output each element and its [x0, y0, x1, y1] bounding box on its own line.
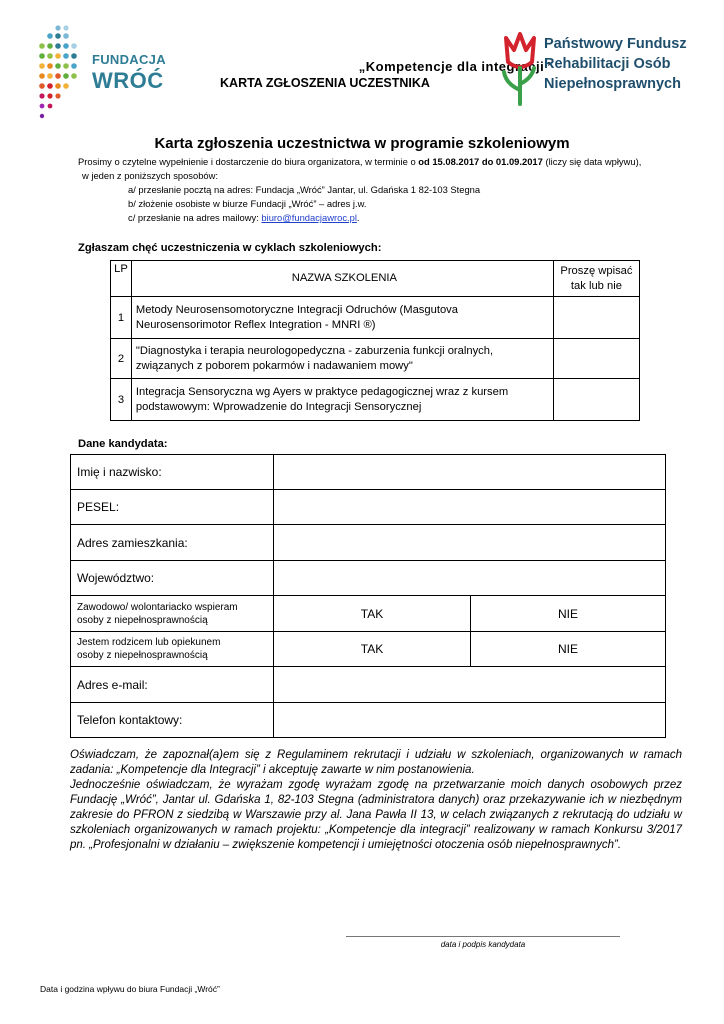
table-row: 3 Integracja Sensoryczna wg Ayers w praktyce pedagogicznej wraz z kursem podstawowym: Wprowadzenie do Integracji Sensorycznej [111, 379, 640, 421]
voivodeship-label: Województwo: [71, 561, 274, 596]
table-row [71, 667, 666, 703]
table-row [71, 703, 666, 738]
fundacja-wroc-logo [38, 24, 178, 124]
col-answer-header: Proszę wpisać tak lub nie [553, 261, 639, 297]
table-row [71, 525, 666, 561]
candidate-section-label: Dane kandydata: [78, 438, 168, 450]
declaration [70, 748, 682, 853]
trainings-table [110, 260, 640, 421]
candidate-table [70, 454, 666, 738]
dots-logo-icon [38, 24, 84, 124]
trainings-section-label: Zgłaszam chęć uczestniczenia w cyklach szkoleniowych: [78, 242, 382, 254]
signature-caption: data i podpis kandydata [440, 940, 526, 949]
col-lp-header: LP [111, 261, 132, 297]
email-link[interactable]: biuro@fundacjawroc.pl [261, 212, 357, 223]
form-title: KARTA ZGŁOSZENIA UCZESTNIKA [220, 76, 430, 90]
answer-field-3[interactable] [553, 379, 639, 421]
table-row: 1 Metody Neurosensomotoryczne Integracji Odruchów (Masgutova Neurosensorimotor Reflex Integration - MNRI ®) [111, 297, 640, 339]
address-field[interactable] [274, 525, 666, 561]
name-label: Imię i nazwisko: [71, 455, 274, 490]
table-row [71, 490, 666, 525]
table-row [71, 561, 666, 596]
phone-field[interactable] [274, 703, 666, 738]
page-title: Karta zgłoszenia uczestnictwa w programie szkoleniowym [154, 135, 570, 152]
phone-label: Telefon kontaktowy: [71, 703, 274, 738]
instructions: Prosimy o czytelne wypełnienie i dostarczenie do biura organizatora, w terminie o od 15.08.2017 do 01.09.2017 (liczy się data wpływu), w jeden z poniższych sposobów: a/ przesłanie pocztą na adres: Fundacja „Wróć” Jantar, ul. Gdańska 1 82-103 Stegna b/ złożenie osobiste w biurze Fundacji „Wróć” – adres j.w. c/ przesłanie na adres mailowy: biuro@fundacjawroc.pl. [78, 155, 708, 225]
pesel-field[interactable] [274, 490, 666, 525]
declaration-paragraph-2: Jednocześnie oświadczam, że wyrażam zgodę wyrażam zgodę na przetwarzanie moich danych osobowych przez Fundację „Wróć”, Jantar ul. Gdańska 1, 82-103 Stegna (administratora danych) oraz przekazywanie ich w niezbędnym zakresie do PFRON z siedzibą w Warszawie przy al. Jana Pawła II 13, w celach związanych z rekrutacją do udziału w szkoleniach organizowanych w ramach projektu: „Kompetencje dla integracji” realizowany w ramach Konkursu 3/2017 pn. „Profesjonalni w działaniu – zwiększenie kompetencji i umiejętności otoczenia osób niepełnosprawnych”. [70, 779, 682, 851]
voivodeship-field[interactable] [274, 561, 666, 596]
pfron-name: Państwowy Fundusz Rehabilitacji Osób Niepełnosprawnych [544, 36, 687, 92]
parent-no-option[interactable]: NIE [471, 632, 666, 667]
table-row [71, 455, 666, 490]
pfron-logo [500, 28, 700, 108]
name-field[interactable] [274, 455, 666, 490]
table-row: 2 "Diagnostyka i terapia neurologopedyczna - zaburzenia funkcji oralnych, związanych z poborem pokarmów i nadawaniem mowy" [111, 339, 640, 379]
logo-text-fundacja: FUNDACJA [92, 52, 166, 67]
option-b: b/ złożenie osobiste w biurze Fundacji „Wróć” – adres j.w. [128, 198, 367, 209]
parent-yes-option[interactable]: TAK [274, 632, 471, 667]
project-title: „Kompetencje dla integracji” [358, 59, 552, 74]
pesel-label: PESEL: [71, 490, 274, 525]
support-label: Zawodowo/ wolontariacko wspieram osoby z niepełnosprawnością [71, 596, 274, 632]
footer-note: Data i godzina wpływu do biura Fundacji „Wróć” [40, 984, 220, 994]
option-a: a/ przesłanie pocztą na adres: Fundacja „Wróć” Jantar, ul. Gdańska 1 82-103 Stegna [128, 184, 481, 195]
table-header-row [111, 261, 640, 297]
logo-text-wroc: WRÓĆ [92, 68, 164, 93]
col-name-header: NAZWA SZKOLENIA [131, 261, 553, 297]
parent-label: Jestem rodzicem lub opiekunem osoby z niepełnosprawnością [71, 632, 274, 667]
email-label: Adres e-mail: [71, 667, 274, 703]
email-field[interactable] [274, 667, 666, 703]
address-label: Adres zamieszkania: [71, 525, 274, 561]
signature-line[interactable] [346, 936, 620, 937]
support-no-option[interactable]: NIE [471, 596, 666, 632]
answer-field-1[interactable] [553, 297, 639, 339]
answer-field-2[interactable] [553, 339, 639, 379]
tulip-logo-icon [500, 28, 540, 108]
table-row [71, 632, 666, 667]
form-header-title [190, 59, 552, 91]
table-row [71, 596, 666, 632]
option-c: c/ przesłanie na adres mailowy: biuro@fundacjawroc.pl. [128, 212, 360, 223]
support-yes-option[interactable]: TAK [274, 596, 471, 632]
declaration-paragraph-1: Oświadczam, że zapoznał(a)em się z Regulaminem rekrutacji i udziału w szkoleniach, organizowanych w ramach zadania: „Kompetencje dla Integracji” i akceptuję zawarte w nim postanowienia. [70, 749, 682, 776]
